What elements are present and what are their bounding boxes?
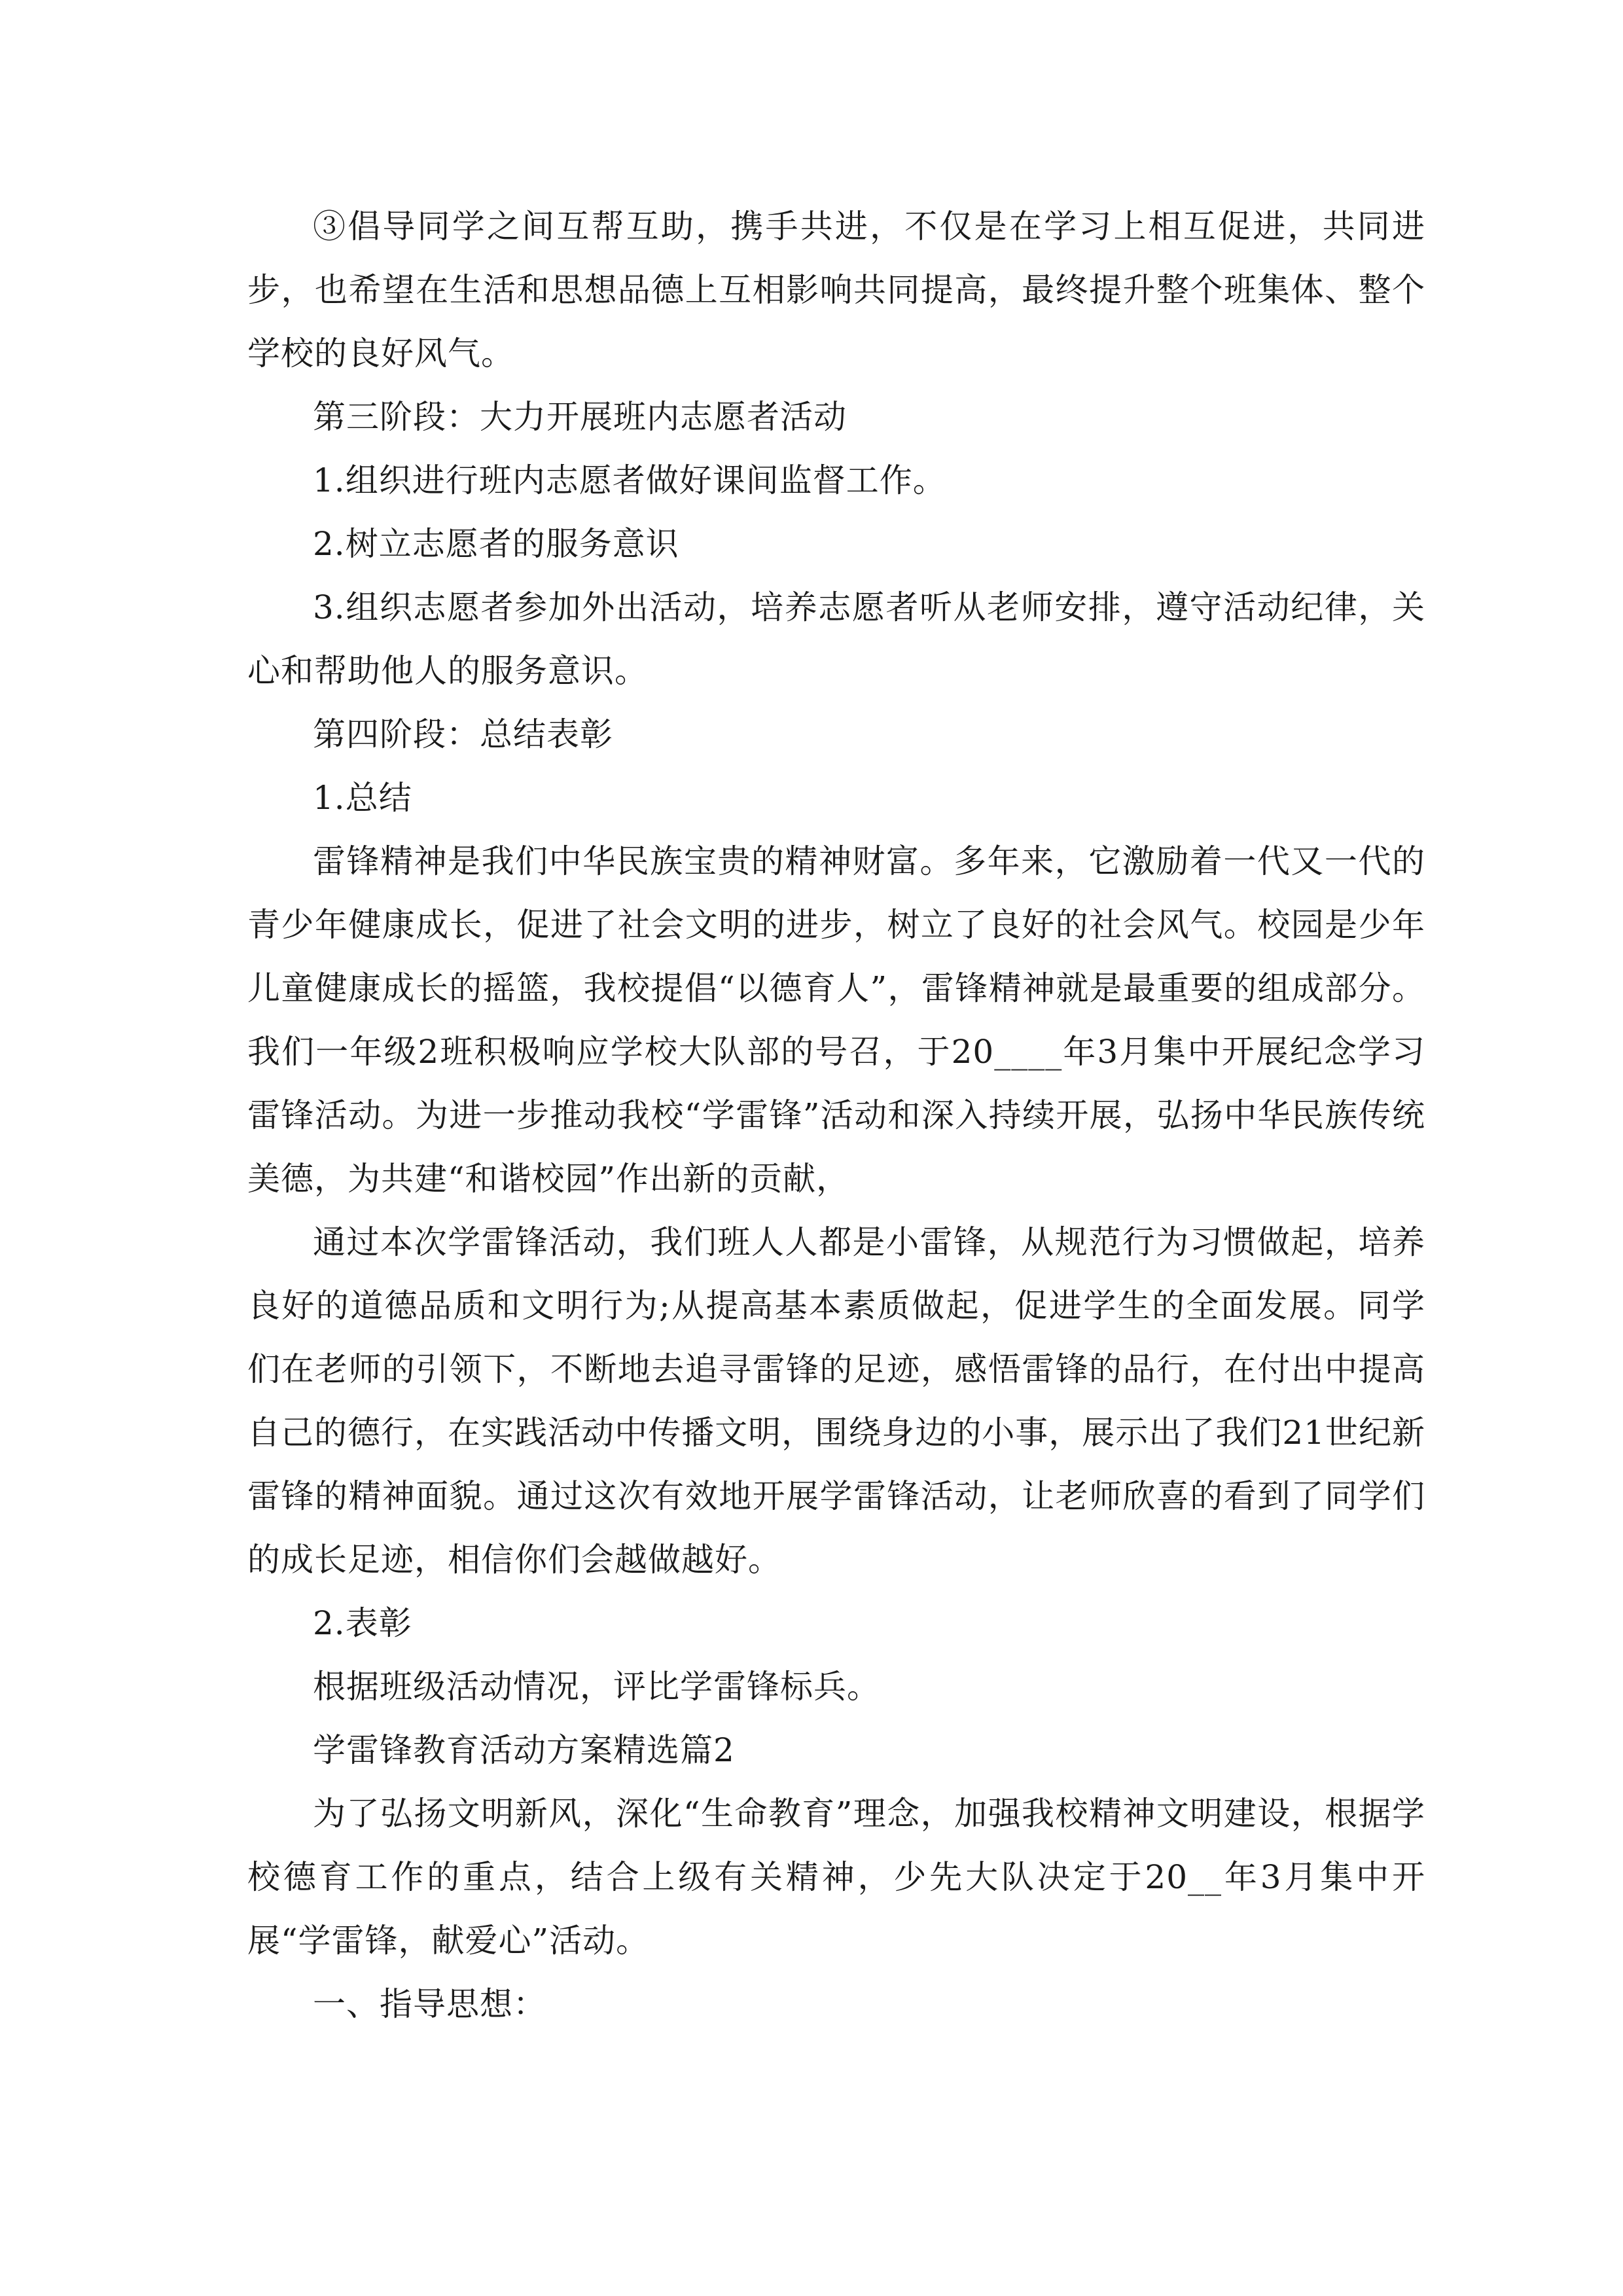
heading-stage-four: 第四阶段：总结表彰 (313, 715, 613, 753)
subheading-commendation: 2.表彰 (313, 1604, 412, 1642)
document-body (247, 195, 1425, 2036)
heading-plan-two: 学雷锋教育活动方案精选篇2 (313, 1731, 735, 1769)
subheading-summary: 1.总结 (313, 779, 412, 817)
paragraph-activity-results: 通过本次学雷锋活动，我们班人人都是小雷锋，从规范行为习惯做起，培养良好的道德品质和文明行为;从提高基本素质做起，促进学生的全面发展。同学们在老师的引领下，不断地去追寻雷锋的足迹，感悟雷锋的品行，在付出中提高自己的德行，在实践活动中传播文明，围绕身边的小事，展示出了我们21世纪新雷锋的精神面貌。通过这次有效地开展学雷锋活动，让老师欣喜的看到了同学们的成长足迹，相信你们会越做越好。 (247, 1223, 1425, 1579)
paragraph-lei-feng-spirit: 雷锋精神是我们中华民族宝贵的精神财富。多年来，它激励着一代又一代的青少年健康成长，促进了社会文明的进步，树立了良好的社会风气。校园是少年儿童健康成长的摇篮，我校提倡“以德育人”，雷锋精神就是最重要的组成部分。我们一年级2班积极响应学校大队部的号召，于20____年3月集中开展纪念学习雷锋活动。为进一步推动我校“学雷锋”活动和深入持续开展，弘扬中华民族传统美德，为共建“和谐校园”作出新的贡献， (247, 842, 1425, 1198)
paragraph-mutual-help: ③倡导同学之间互帮互助，携手共进，不仅是在学习上相互促进，共同进步，也希望在生活和思想品德上互相影响共同提高，最终提升整个班集体、整个学校的良好风气。 (247, 207, 1425, 372)
heading-stage-three: 第三阶段：大力开展班内志愿者活动 (313, 398, 847, 436)
heading-guiding-ideology: 一、指导思想： (313, 1985, 546, 2023)
paragraph-plan-two-intro: 为了弘扬文明新风，深化“生命教育”理念，加强我校精神文明建设，根据学校德育工作的重点，结合上级有关精神，少先大队决定于20__年3月集中开展“学雷锋，献爱心”活动。 (247, 1795, 1425, 1960)
list-item-outdoor-activities: 3.组织志愿者参加外出活动，培养志愿者听从老师安排，遵守活动纪律，关心和帮助他人的服务意识。 (247, 588, 1425, 690)
list-item-service-awareness: 2.树立志愿者的服务意识 (313, 525, 679, 563)
list-item-volunteer-supervision: 1.组织进行班内志愿者做好课间监督工作。 (313, 461, 946, 499)
paragraph-commendation: 根据班级活动情况，评比学雷锋标兵。 (313, 1668, 880, 1706)
